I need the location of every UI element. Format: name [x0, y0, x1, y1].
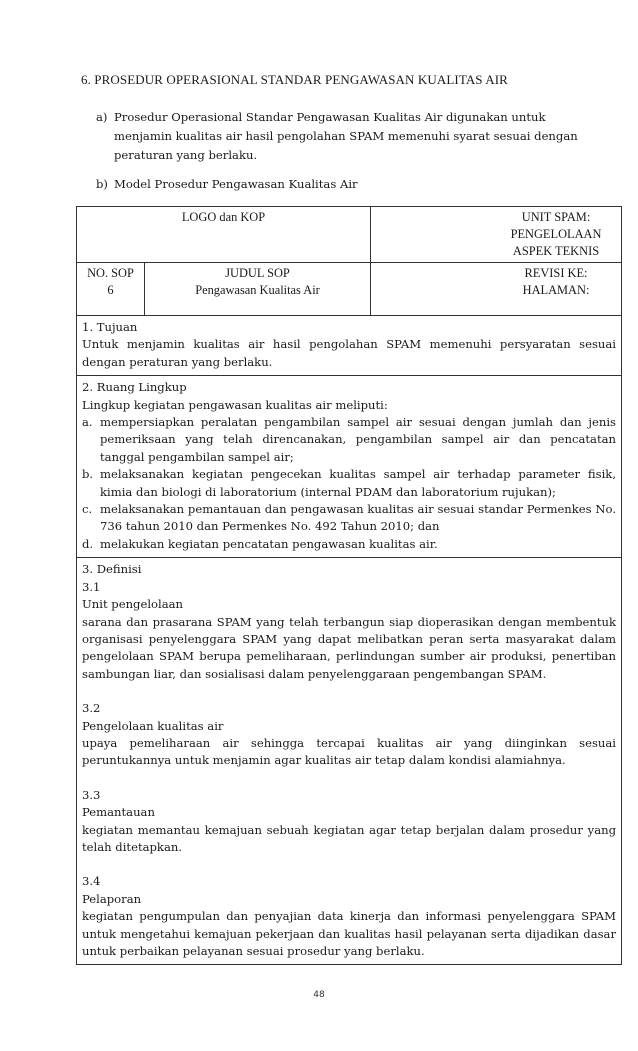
- sop-header-row-1: [77, 207, 622, 263]
- definition-number: 3.2: [82, 701, 101, 716]
- definisi-row: [77, 558, 622, 965]
- definition-term: Pengelolaan kualitas air: [82, 718, 224, 733]
- definisi-cell: [77, 558, 622, 965]
- page-number: 48: [313, 990, 325, 1000]
- judul-sop-label: JUDUL SOP: [225, 266, 290, 280]
- section-heading: 6. PROSEDUR OPERASIONAL STANDAR PENGAWASAN KUALITAS AIR: [81, 72, 508, 87]
- no-sop-cell: [77, 263, 145, 316]
- tujuan-title: 1. Tujuan: [82, 320, 138, 334]
- tujuan-row: [77, 316, 622, 376]
- paragraph-a: [96, 108, 596, 165]
- definition-text: kegiatan memantau kemajuan sebuah kegiatan agar tetap berjalan dalam prosedur yang telah ditetapkan.: [82, 822, 617, 854]
- list-item-text: melaksanakan kegiatan pengecekan kualitas sampel air terhadap parameter fisik, kimia dan biologi di laboratorium (internal PDAM dan laboratorium rujukan);: [100, 467, 617, 499]
- definition-term: Unit pengelolaan: [82, 597, 184, 612]
- definition-number: 3.1: [82, 579, 101, 594]
- list-item: [82, 414, 616, 466]
- revisi-label: REVISI KE:: [524, 266, 588, 280]
- definition-text: kegiatan pengumpulan dan penyajian data kinerja dan informasi penyelenggara SPAM untuk mengetahui kemajuan pekerjaan dan kualitas hasil pelayanan serta dijadikan dasar untuk perbaikan pelayanan sesuai prosedur yang berlaku.: [82, 909, 617, 958]
- unit-spam-cell: [371, 207, 622, 263]
- list-item: [82, 466, 616, 501]
- list-item: [82, 501, 616, 536]
- definisi-title: 3. Definisi: [82, 562, 142, 577]
- ruang-lingkup-intro: Lingkup kegiatan pengawasan kualitas air meliputi:: [82, 397, 388, 412]
- list-item: [82, 536, 616, 553]
- sop-table: [76, 206, 622, 965]
- list-item-text: mempersiapkan peralatan pengambilan sampel air sesuai dengan jumlah dan jenis pemeriksaan yang telah direncanakan, pengambilan sampel air dan pencatatan tanggal pengambilan sampel air;: [100, 415, 617, 464]
- ruang-lingkup-title: 2. Ruang Lingkup: [82, 380, 187, 395]
- paragraph-b: [96, 177, 358, 191]
- revisi-cell: [371, 263, 622, 316]
- definition-text: sarana dan prasarana SPAM yang telah terbangun siap dioperasikan dengan membentuk organisasi penyelenggara SPAM yang dapat melibatkan peran serta masyarakat dalam pengelolaan SPAM berupa pemeliharaan, perlindungan sumber air produksi, penertiban sambungan liar, dan sosialisasi dalam penyelenggaraan pengembangan SPAM.: [82, 614, 617, 681]
- list-item-text: melakukan kegiatan pencatatan pengawasan kualitas air.: [100, 536, 438, 551]
- definition-number: 3.3: [82, 787, 101, 802]
- unit-spam-line-1: UNIT SPAM:: [521, 210, 591, 224]
- spacer: [82, 683, 616, 700]
- paragraph-a-text: Prosedur Operasional Standar Pengawasan Kualitas Air digunakan untuk menjamin kualitas air hasil pengolahan SPAM memenuhi syarat sesuai dengan peraturan yang berlaku.: [114, 110, 578, 162]
- definition-term: Pelaporan: [82, 891, 142, 906]
- spacer: [82, 856, 616, 873]
- tujuan-cell: [77, 316, 622, 376]
- ruang-lingkup-row: [77, 376, 622, 558]
- logo-kop-label: LOGO dan KOP: [181, 210, 266, 224]
- logo-kop-cell: [77, 207, 371, 263]
- list-item-text: melaksanakan pemantauan dan pengawasan kualitas air sesuai standar Permenkes No. 736 tahun 2010 dan Permenkes No. 492 Tahun 2010; dan: [100, 502, 617, 534]
- no-sop-label: NO. SOP: [87, 266, 134, 280]
- definition-term: Pemantauan: [82, 805, 155, 820]
- tujuan-text: Untuk menjamin kualitas air hasil pengolahan SPAM memenuhi persyaratan sesuai dengan peraturan yang berlaku.: [82, 337, 617, 369]
- unit-spam-line-2: PENGELOLAAN: [510, 227, 602, 241]
- list-item-marker: a.: [82, 415, 93, 430]
- list-item-marker: c.: [82, 502, 93, 517]
- list-item-marker: b.: [82, 467, 94, 482]
- list-item-marker: d.: [82, 536, 94, 551]
- ruang-lingkup-cell: [77, 376, 622, 558]
- definition-number: 3.4: [82, 874, 101, 889]
- unit-spam-line-3: ASPEK TEKNIS: [512, 244, 600, 258]
- spacer: [82, 770, 616, 787]
- judul-sop-cell: [145, 263, 371, 316]
- halaman-label: HALAMAN:: [522, 283, 590, 297]
- no-sop-value: 6: [107, 283, 114, 297]
- sop-header-row-2: [77, 263, 622, 316]
- paragraph-a-marker: a): [96, 110, 108, 124]
- paragraph-b-marker: b): [96, 177, 108, 191]
- judul-sop-value: Pengawasan Kualitas Air: [195, 283, 320, 297]
- paragraph-b-text: Model Prosedur Pengawasan Kualitas Air: [114, 177, 358, 191]
- definition-text: upaya pemeliharaan air sehingga tercapai kualitas air yang diinginkan sesuai peruntukannya untuk menjamin agar kualitas air tetap dalam kondisi alamiahnya.: [82, 735, 617, 768]
